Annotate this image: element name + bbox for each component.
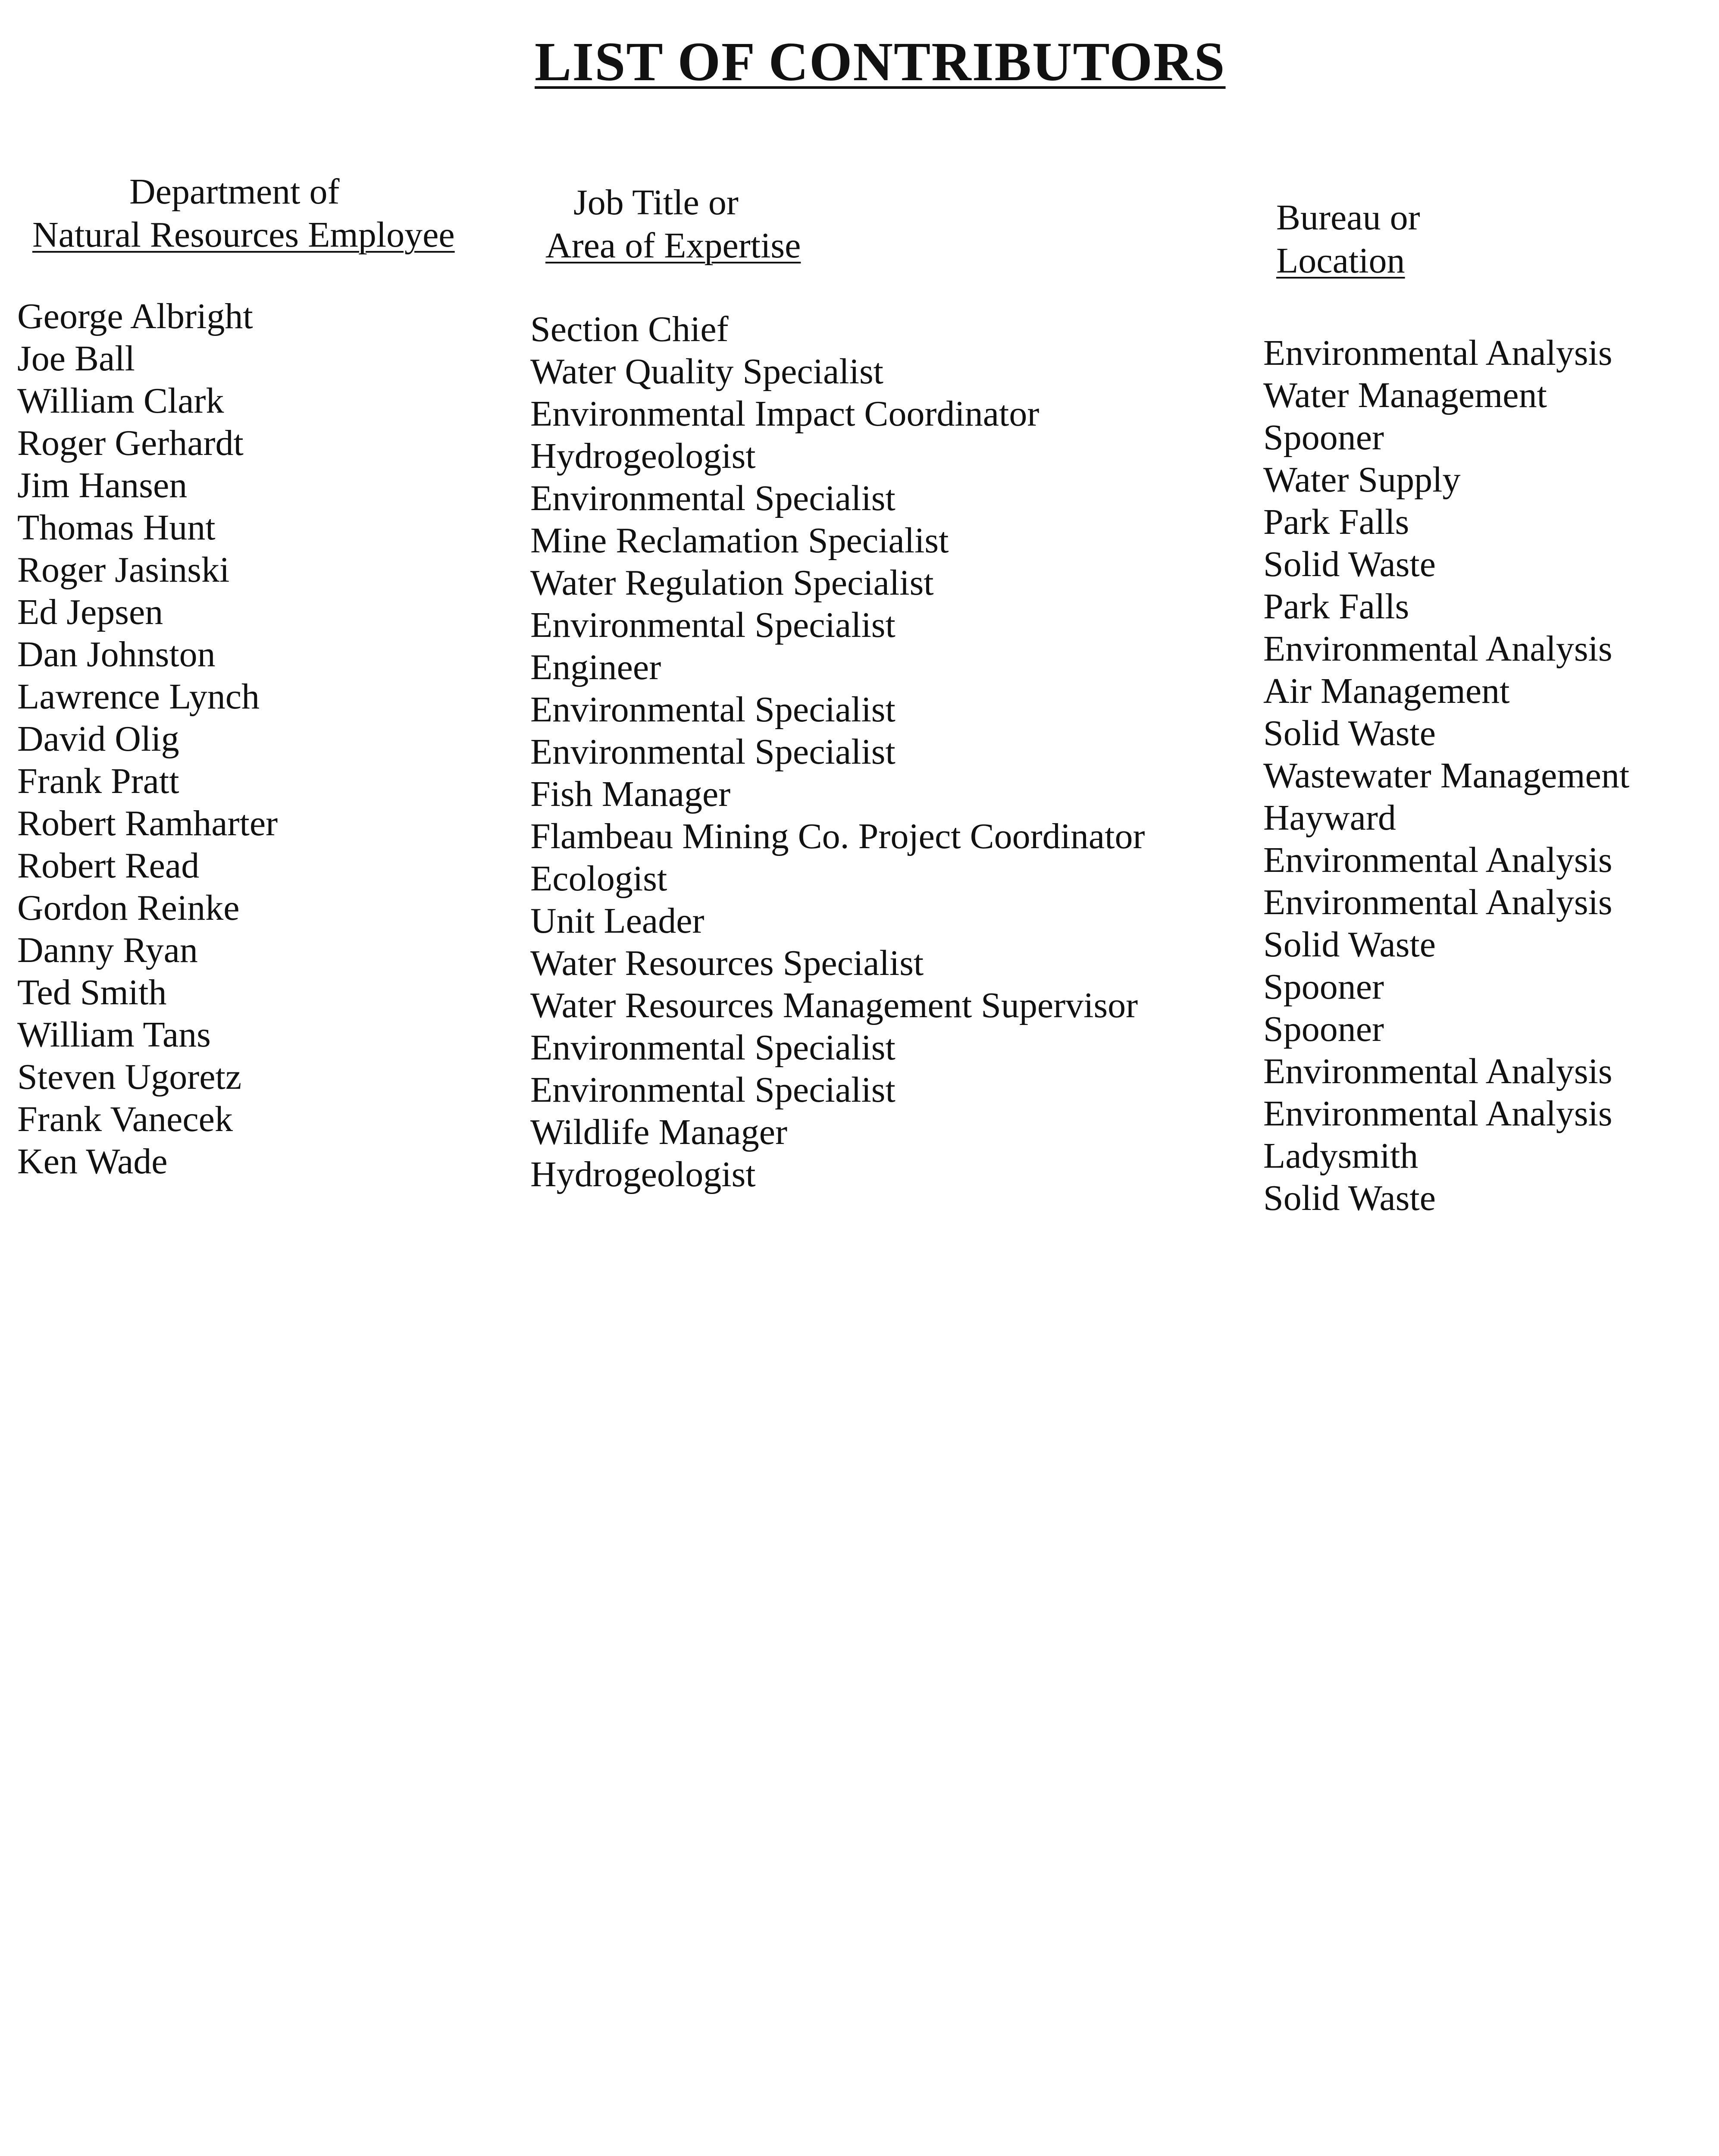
employee-name: William Clark bbox=[17, 381, 224, 421]
job-title: Water Regulation Specialist bbox=[530, 563, 934, 603]
job-title: Environmental Specialist bbox=[530, 605, 896, 645]
job-title: Environmental Specialist bbox=[530, 689, 896, 730]
bureau-location: Solid Waste bbox=[1263, 544, 1436, 584]
job-title: Section Chief bbox=[530, 309, 729, 349]
location-column-heading bbox=[1276, 196, 1422, 282]
employee-name: Steven Ugoretz bbox=[17, 1057, 242, 1097]
employee-name: Robert Ramharter bbox=[17, 803, 278, 843]
employee-name: Ken Wade bbox=[17, 1141, 168, 1181]
bureau-location: Park Falls bbox=[1263, 586, 1409, 627]
job-heading-line2: Area of Expertise bbox=[545, 226, 801, 266]
employee-name: Frank Vanecek bbox=[17, 1099, 233, 1139]
bureau-location: Environmental Analysis bbox=[1263, 1094, 1613, 1134]
employee-name: Ed Jepsen bbox=[17, 592, 163, 632]
job-title: Hydrogeologist bbox=[530, 1154, 756, 1194]
employee-name: Thomas Hunt bbox=[17, 508, 216, 548]
employee-heading-line1: Department of bbox=[129, 172, 340, 212]
bureau-location: Environmental Analysis bbox=[1263, 840, 1613, 880]
job-title: Engineer bbox=[530, 647, 661, 687]
bureau-location: Spooner bbox=[1263, 417, 1384, 458]
employee-name: Joe Ball bbox=[17, 338, 135, 379]
bureau-location: Park Falls bbox=[1263, 502, 1409, 542]
employee-name: Lawrence Lynch bbox=[17, 677, 260, 717]
job-title: Flambeau Mining Co. Project Coordinator bbox=[530, 816, 1145, 856]
employee-name: Ted Smith bbox=[17, 972, 167, 1012]
employee-name: George Albright bbox=[17, 296, 253, 336]
job-column-heading bbox=[545, 181, 801, 267]
job-title: Environmental Specialist bbox=[530, 478, 896, 518]
bureau-location: Environmental Analysis bbox=[1263, 333, 1613, 373]
bureau-location: Ladysmith bbox=[1263, 1136, 1418, 1176]
bureau-location: Environmental Analysis bbox=[1263, 1051, 1613, 1091]
employee-heading-line2: Natural Resources Employee bbox=[32, 215, 455, 255]
job-title: Fish Manager bbox=[530, 774, 731, 814]
bureau-location: Environmental Analysis bbox=[1263, 629, 1613, 669]
employee-name: Gordon Reinke bbox=[17, 888, 240, 928]
bureau-location: Solid Waste bbox=[1263, 1178, 1436, 1218]
bureau-location: Water Management bbox=[1263, 375, 1547, 415]
employee-name: David Olig bbox=[17, 719, 179, 759]
location-heading-line2: Location bbox=[1276, 241, 1405, 281]
job-title: Environmental Specialist bbox=[530, 1028, 896, 1068]
employee-column-heading bbox=[32, 170, 455, 257]
job-title: Environmental Specialist bbox=[530, 1070, 896, 1110]
job-title: Water Quality Specialist bbox=[530, 351, 883, 392]
location-list bbox=[1263, 332, 1629, 1219]
job-title: Mine Reclamation Specialist bbox=[530, 520, 949, 561]
job-title: Environmental Specialist bbox=[530, 732, 896, 772]
bureau-location: Spooner bbox=[1263, 967, 1384, 1007]
bureau-location: Water Supply bbox=[1263, 460, 1461, 500]
employee-list bbox=[17, 295, 278, 1183]
bureau-location: Wastewater Management bbox=[1263, 755, 1630, 796]
job-title: Water Resources Management Supervisor bbox=[530, 985, 1138, 1025]
employee-name: Danny Ryan bbox=[17, 930, 198, 970]
employee-name: Dan Johnston bbox=[17, 634, 216, 674]
job-title: Hydrogeologist bbox=[530, 436, 756, 476]
employee-name: Robert Read bbox=[17, 846, 200, 886]
job-title: Wildlife Manager bbox=[530, 1112, 788, 1152]
location-heading-line1: Bureau or bbox=[1276, 197, 1420, 238]
bureau-location: Spooner bbox=[1263, 1009, 1384, 1049]
job-title: Unit Leader bbox=[530, 901, 705, 941]
employee-name: Roger Jasinski bbox=[17, 550, 230, 590]
bureau-location: Air Management bbox=[1263, 671, 1510, 711]
bureau-location: Solid Waste bbox=[1263, 713, 1436, 753]
job-heading-line1: Job Title or bbox=[573, 182, 739, 222]
bureau-location: Solid Waste bbox=[1263, 924, 1436, 965]
bureau-location: Hayward bbox=[1263, 798, 1396, 838]
job-title: Environmental Impact Coordinator bbox=[530, 394, 1040, 434]
job-title: Water Resources Specialist bbox=[530, 943, 924, 983]
employee-name: Jim Hansen bbox=[17, 465, 188, 505]
bureau-location: Environmental Analysis bbox=[1263, 882, 1613, 922]
page-title: LIST OF CONTRIBUTORS bbox=[535, 31, 1226, 92]
employee-name: Frank Pratt bbox=[17, 761, 179, 801]
employee-name: Roger Gerhardt bbox=[17, 423, 244, 463]
job-title: Ecologist bbox=[530, 859, 667, 899]
job-title-list bbox=[530, 308, 1145, 1196]
employee-name: William Tans bbox=[17, 1015, 211, 1055]
